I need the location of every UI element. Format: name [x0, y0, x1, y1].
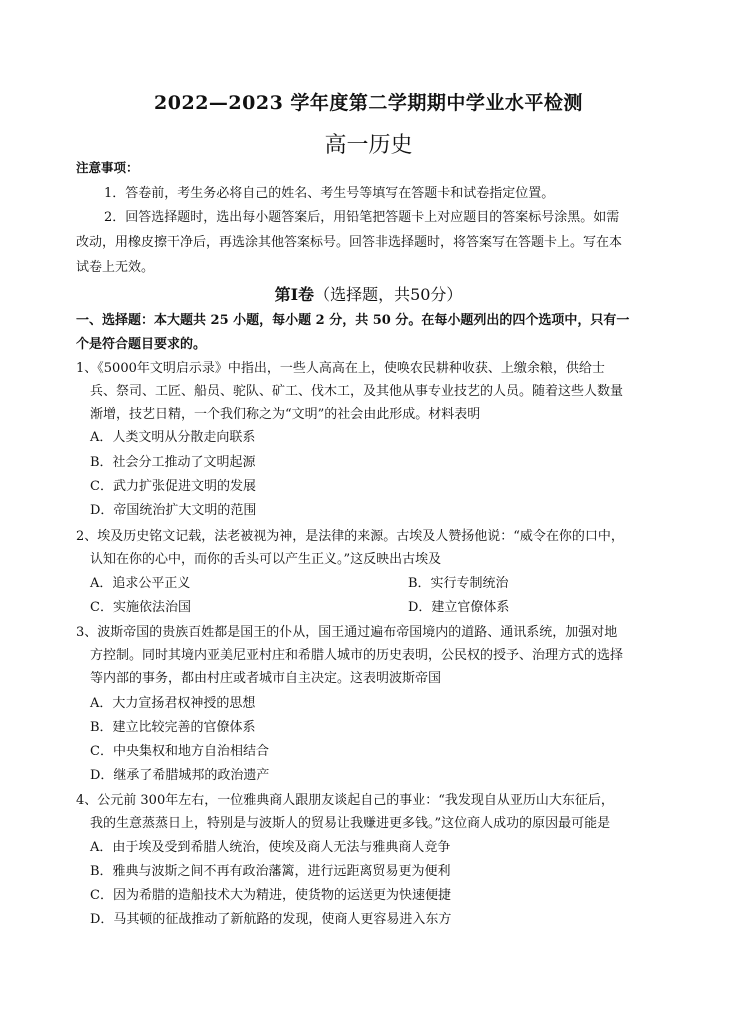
question-3-option-d: D．继承了希腊城邦的政治遗产	[90, 768, 270, 783]
question-4-option-b: B．雅典与波斯之间不再有政治藩篱，进行远距离贸易更为便利	[90, 864, 451, 879]
question-3-line-3: 等内部的事务，都由村庄或者城市自主决定。这表明波斯帝国	[90, 671, 442, 686]
section-instructions-line-1: 一、选择题：本大题共 25 小题，每小题 2 分，共 50 分。在每小题列出的四个选项中，只有一	[76, 313, 630, 328]
notes-heading: 注意事项：	[76, 160, 139, 175]
question-3-option-c: C．中央集权和地方自治相结合	[90, 744, 269, 759]
question-2-option-b: B．实行专制统治	[408, 576, 509, 591]
question-2	[76, 525, 666, 571]
question-4-option-c: C．因为希腊的造船技术大为精进，使货物的运送更为快速便捷	[90, 888, 451, 903]
question-3	[76, 621, 666, 690]
question-2-option-d: D．建立官僚体系	[408, 600, 510, 615]
question-1	[76, 357, 666, 426]
question-4-line-1: 4、公元前 300年左右，一位雅典商人跟朋友谈起自己的事业：“我发现自从亚历山大东征后，	[76, 793, 614, 808]
question-4	[76, 789, 666, 835]
section-instructions-line-2: 个是符合题目要求的。	[76, 337, 207, 352]
notes-item-2-line-3: 试卷上无效。	[76, 260, 155, 275]
section-title-rest: （选择题，共50分）	[314, 285, 463, 304]
question-3-option-b: B．建立比较完善的官僚体系	[90, 720, 256, 735]
notes-item-1: 1．答卷前，考生务必将自己的姓名、考生号等填写在答题卡和试卷指定位置。	[104, 186, 555, 201]
question-1-option-b: B．社会分工推动了文明起源	[90, 455, 256, 470]
question-3-line-1: 3、波斯帝国的贵族百姓都是国王的仆从，国王通过遍布帝国境内的道路、通讯系统，加强对地	[76, 625, 618, 640]
question-1-option-a: A．人类文明从分散走向联系	[90, 430, 256, 445]
notes-item-2-line-2: 改动，用橡皮擦干净后，再选涂其他答案标号。回答非选择题时，将答案写在答题卡上。写在本	[76, 235, 623, 250]
question-2-option-a: A．追求公平正义	[90, 576, 191, 591]
exam-subject: 高一历史	[324, 133, 413, 158]
question-2-line-1: 2、埃及历史铭文记载，法老被视为神，是法律的来源。古埃及人赞扬他说：“威令在你的口中，	[76, 529, 624, 544]
question-4-line-2: 我的生意蒸蒸日上，特别是与波斯人的贸易让我赚进更多钱。”这位商人成功的原因最可能是	[90, 816, 611, 831]
question-1-option-d: D．帝国统治扩大文明的范围	[90, 503, 257, 518]
exam-title: 2022—2023 学年度第二学期期中学业水平检测	[154, 92, 583, 114]
section-title	[0, 282, 737, 305]
question-2-line-2: 认知在你的心中，而你的舌头可以产生正义。”这反映出古埃及	[90, 552, 442, 567]
question-1-line-1: 1、《5000年文明启示录》中指出，一些人高高在上，使唤农民耕种收获、上缴余粮，供给士	[76, 361, 605, 376]
question-1-line-3: 渐增，技艺日精，一个我们称之为“文明”的社会由此形成。材料表明	[90, 407, 481, 422]
question-4-option-a: A．由于埃及受到希腊人统治，使埃及商人无法与雅典商人竞争	[90, 840, 451, 855]
notes-item-2-line-1: 2．回答选择题时，选出每小题答案后，用铅笔把答题卡上对应题目的答案标号涂黑。如需	[104, 210, 620, 225]
question-1-line-2: 兵、祭司、工匠、船员、驼队、矿工、伐木工，及其他从事专业技艺的人员。随着这些人数量	[90, 384, 624, 399]
question-2-option-c: C．实施依法治国	[90, 600, 191, 615]
question-3-line-2: 方控制。同时其境内亚美尼亚村庄和希腊人城市的历史表明，公民权的授予、治理方式的选择	[90, 648, 624, 663]
question-4-option-d: D．马其顿的征战推动了新航路的发现，使商人更容易进入东方	[90, 912, 452, 927]
question-3-option-a: A．大力宣扬君权神授的思想	[90, 696, 256, 711]
section-title-bold: 第Ⅰ卷	[274, 285, 315, 304]
question-1-option-c: C．武力扩张促进文明的发展	[90, 479, 256, 494]
